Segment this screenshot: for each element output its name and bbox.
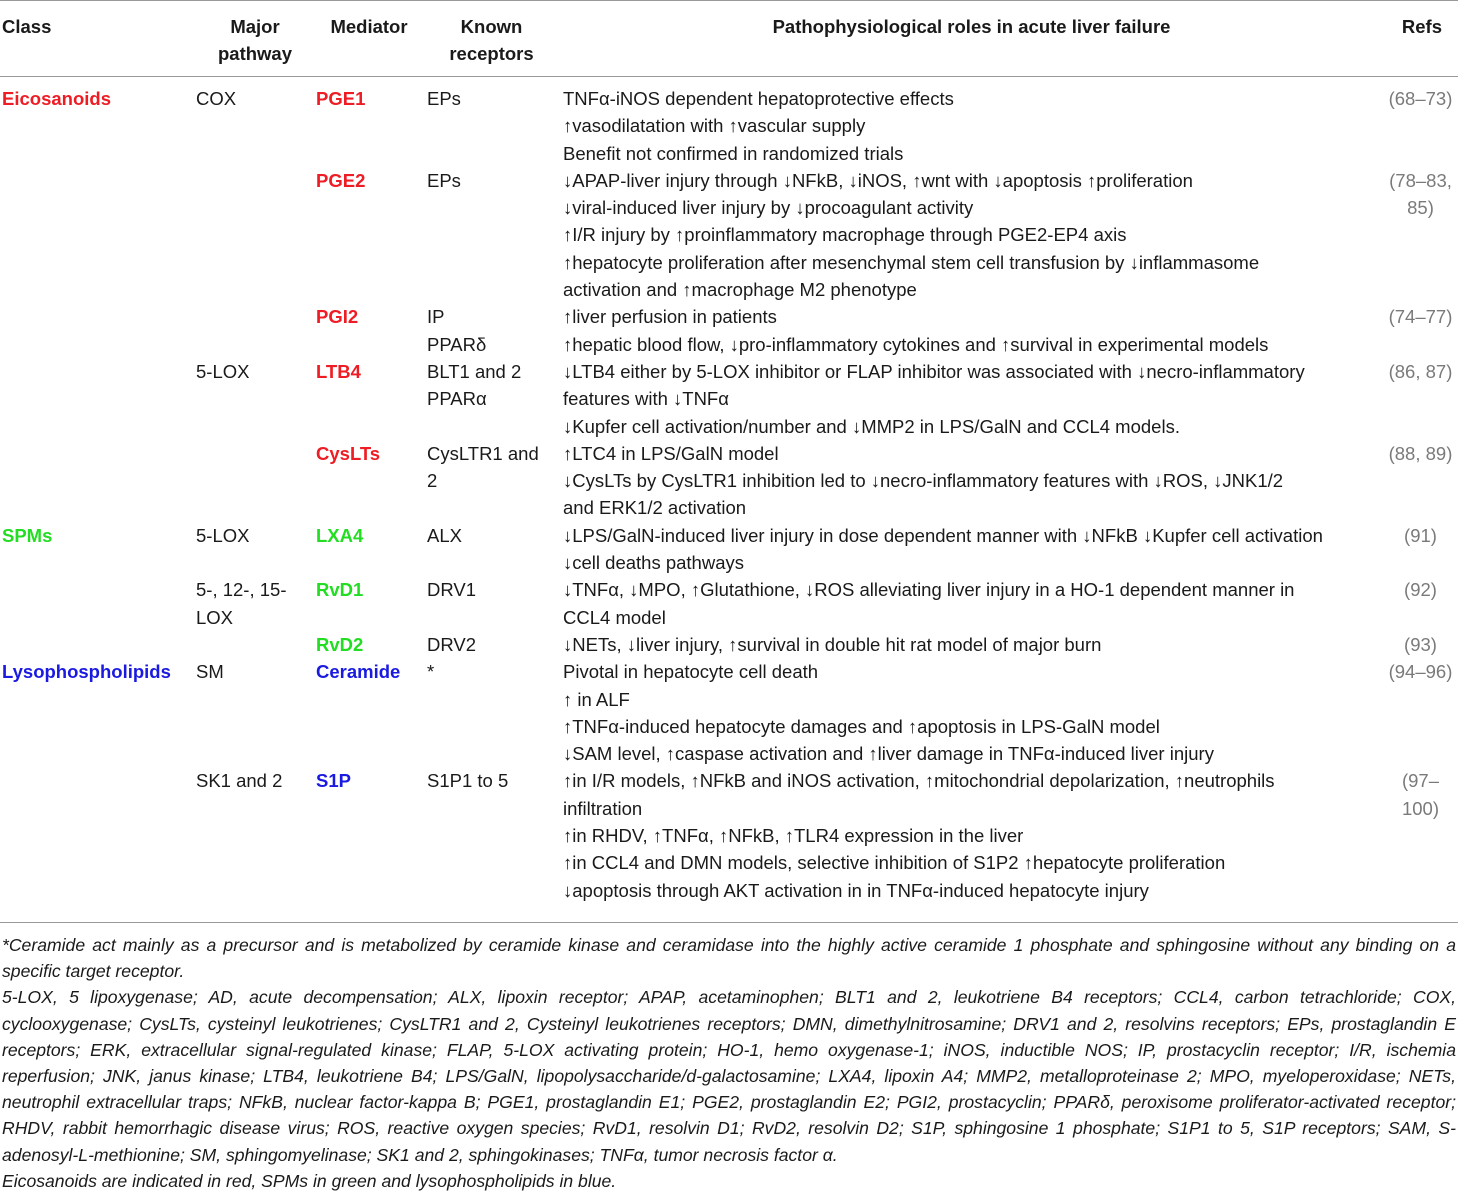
- header-known-receptors: Known receptors: [423, 1, 560, 77]
- cell-roles-line: ↓SAM level, ↑caspase activation and ↑liver damage in TNFα-induced liver injury: [563, 743, 1214, 765]
- cell-pathway: [195, 440, 315, 522]
- cell-roles-line: activation and ↑macrophage M2 phenotype: [563, 279, 917, 301]
- cell-roles: [560, 440, 1383, 522]
- cell-receptors-line: S1P1 to 5: [427, 770, 509, 792]
- table-row: [0, 767, 1458, 911]
- cell-pathway-line: 5-, 12-, 15-: [196, 579, 287, 601]
- cell-pathway: [195, 303, 315, 358]
- cell-refs-line: (68–73): [1388, 88, 1453, 109]
- cell-mediator: Ceramide: [316, 661, 401, 683]
- cell-roles: [560, 303, 1383, 358]
- cell-roles: [560, 658, 1383, 767]
- table-footnotes: [2, 932, 1456, 1194]
- cell-receptors-line: EPs: [427, 169, 461, 191]
- cell-refs-line: (97–: [1401, 770, 1440, 792]
- cell-class: [0, 358, 195, 440]
- cell-class: [0, 631, 195, 658]
- cell-roles: [560, 167, 1383, 303]
- cell-receptors: [423, 440, 560, 522]
- cell-roles: [560, 358, 1383, 440]
- table-row: [0, 576, 1458, 631]
- cell-roles-line: ↓viral-induced liver injury by ↓procoagulant activity: [563, 197, 974, 219]
- cell-mediator: LXA4: [316, 524, 364, 546]
- cell-pathway: [195, 167, 315, 303]
- cell-refs-line: (91): [1404, 524, 1437, 546]
- footnote-color-legend: Eicosanoids are indicated in red, SPMs in green and lysophospholipids in blue.: [2, 1170, 617, 1191]
- cell-pathway: [195, 77, 315, 167]
- cell-roles-line: ↑I/R injury by ↑proinflammatory macrophage through PGE2-EP4 axis: [563, 224, 1127, 246]
- cell-mediator: RvD1: [316, 579, 364, 601]
- table-row: [0, 303, 1458, 358]
- cell-pathway-line: 5-LOX: [196, 360, 250, 382]
- cell-roles-line: ↓LPS/GalN-induced liver injury in dose dependent manner with ↓NFkB ↓Kupfer cell activation: [563, 524, 1323, 546]
- cell-roles-line: ↑in RHDV, ↑TNFα, ↑NFkB, ↑TLR4 expression in the liver: [563, 825, 1024, 847]
- cell-receptors: [423, 576, 560, 631]
- table-row: [0, 167, 1458, 303]
- cell-refs: [1383, 358, 1458, 440]
- cell-roles: [560, 77, 1383, 167]
- cell-mediator: PGE1: [316, 88, 366, 109]
- cell-refs: [1383, 767, 1458, 911]
- cell-roles-line: ↓Kupfer cell activation/number and ↓MMP2 in LPS/GalN and CCL4 models.: [563, 415, 1180, 437]
- cell-roles-line: CCL4 model: [563, 606, 666, 628]
- cell-roles-line: infiltration: [563, 797, 643, 819]
- table-row: [0, 77, 1458, 167]
- cell-refs: [1383, 658, 1458, 767]
- cell-roles-line: ↓NETs, ↓liver injury, ↑survival in double hit rat model of major burn: [563, 633, 1102, 655]
- cell-roles-line: and ERK1/2 activation: [563, 497, 747, 519]
- table-bottom-rule: [0, 922, 1458, 923]
- cell-roles-line: Pivotal in hepatocyte cell death: [563, 661, 819, 683]
- cell-roles-line: ↑TNFα-induced hepatocyte damages and ↑apoptosis in LPS-GalN model: [563, 715, 1160, 737]
- cell-receptors-line: PPARδ: [427, 333, 487, 355]
- header-refs: Refs: [1383, 1, 1458, 77]
- cell-mediator: CysLTs: [316, 442, 381, 464]
- cell-refs-line: 100): [1401, 797, 1440, 819]
- cell-roles-line: ↑vasodilatation with ↑vascular supply: [563, 115, 866, 137]
- cell-receptors-line: PPARα: [427, 388, 487, 410]
- cell-roles-line: Benefit not confirmed in randomized trials: [563, 142, 904, 164]
- cell-receptors: [423, 631, 560, 658]
- cell-mediator: RvD2: [316, 633, 364, 655]
- cell-refs-line: (74–77): [1388, 306, 1453, 328]
- cell-roles-line: ↓LTB4 either by 5-LOX inhibitor or FLAP inhibitor was associated with ↓necro-inflammatory: [563, 360, 1305, 382]
- cell-receptors: [423, 767, 560, 911]
- cell-roles: [560, 522, 1383, 577]
- cell-pathway-line: SK1 and 2: [196, 770, 283, 792]
- cell-mediator: PGE2: [316, 169, 366, 191]
- cell-roles-line: ↓apoptosis through AKT activation in in TNFα-induced hepatocyte injury: [563, 879, 1149, 901]
- cell-receptors: [423, 167, 560, 303]
- cell-pathway-line: 5-LOX: [196, 524, 250, 546]
- cell-receptors-line: *: [427, 661, 435, 683]
- cell-refs-line: (88, 89): [1388, 442, 1453, 464]
- cell-refs: [1383, 631, 1458, 658]
- cell-receptors-line: CysLTR1 and: [427, 442, 539, 464]
- cell-refs: [1383, 576, 1458, 631]
- cell-roles-line: ↑LTC4 in LPS/GalN model: [563, 442, 779, 464]
- cell-roles: [560, 576, 1383, 631]
- cell-receptors-line: BLT1 and 2: [427, 360, 522, 382]
- cell-mediator: PGI2: [316, 306, 359, 328]
- footnote-ceramide: *Ceramide act mainly as a precursor and is metabolized by ceramide kinase and ceramidase into the highly active ceramide 1 phosphate and sphingosine without any binding on a specific target receptor.: [2, 935, 1456, 982]
- cell-refs-line: (78–83,: [1389, 169, 1452, 191]
- cell-class: SPMs: [2, 524, 53, 546]
- cell-mediator: S1P: [316, 770, 351, 792]
- cell-roles-line: ↓TNFα, ↓MPO, ↑Glutathione, ↓ROS alleviating liver injury in a HO-1 dependent manner in: [563, 579, 1295, 601]
- cell-refs: [1383, 522, 1458, 577]
- cell-roles-line: ↑ in ALF: [563, 688, 630, 710]
- cell-class: [0, 303, 195, 358]
- header-roles: Pathophysiological roles in acute liver failure: [560, 1, 1383, 77]
- cell-pathway: [195, 358, 315, 440]
- cell-receptors-line: IP: [427, 306, 445, 328]
- cell-class: [0, 576, 195, 631]
- table-row: [0, 440, 1458, 522]
- cell-refs-line: (93): [1404, 633, 1437, 655]
- cell-receptors-line: DRV2: [427, 633, 477, 655]
- cell-roles-line: ↓CysLTs by CysLTR1 inhibition led to ↓necro-inflammatory features with ↓ROS, ↓JNK1/2: [563, 470, 1284, 492]
- cell-roles-line: ↑hepatic blood flow, ↓pro-inflammatory cytokines and ↑survival in experimental models: [563, 333, 1269, 355]
- header-major-pathway: Major pathway: [195, 1, 315, 77]
- table-header-row: [0, 1, 1458, 77]
- cell-refs: [1383, 440, 1458, 522]
- cell-class: [0, 440, 195, 522]
- cell-refs: [1383, 77, 1458, 167]
- cell-pathway-line: SM: [196, 661, 224, 683]
- cell-roles-line: ↑liver perfusion in patients: [563, 306, 777, 328]
- cell-roles: [560, 631, 1383, 658]
- cell-refs-line: 85): [1407, 197, 1434, 219]
- footnote-abbreviations: 5-LOX, 5 lipoxygenase; AD, acute decompensation; ALX, lipoxin receptor; APAP, acetaminophen; BLT1 and 2, leukotriene B4 receptors; CCL4, carbon tetrachloride; COX, cyclooxygenase; CysLTs, cysteinyl leukotrienes; CysLTR1 and 2, Cysteinyl leukotrienes receptors; DMN, dimethylnitrosamine; DRV1 and 2, resolvins receptors; EPs, prostaglandin E receptors; ERK, extracellular signal-regulated kinase; FLAP, 5-LOX activating protein; HO-1, hemo oxygenase-1; iNOS, inductible NOS; IP, prostacyclin receptor; I/R, ischemia reperfusion; JNK, janus kinase; LTB4, leukotriene B4; LPS/GalN, lipopolysaccharide/d-galactosamine; LXA4, lipoxin A4; MMP2, metalloproteinase 2; MPO, myeloperoxidase; NETs, neutrophil extracellular traps; NFkB, nuclear factor-kappa B; PGE1, prostaglandin E1; PGE2, prostaglandin E2; PGI2, prostacyclin; PPARδ, peroxisome proliferator-activated receptor; RHDV, rabbit hemorrhagic disease virus; ROS, reactive oxygen species; RvD1, resolvin D1; RvD2, resolvin D2; S1P, sphingosine 1 phosphate; S1P1 to 5, S1P receptors; SAM, S-adenosyl-L-methionine; SM, sphingomyelinase; SK1 and 2, sphingokinases; TNFα, tumor necrosis factor α.: [2, 987, 1456, 1165]
- cell-roles-line: ↑in I/R models, ↑NFkB and iNOS activation, ↑mitochondrial depolarization, ↑neutrophils: [563, 770, 1275, 792]
- cell-class: [0, 767, 195, 911]
- cell-refs-line: (86, 87): [1388, 360, 1453, 382]
- table-row: [0, 358, 1458, 440]
- cell-pathway: [195, 576, 315, 631]
- cell-receptors: [423, 77, 560, 167]
- cell-class: Eicosanoids: [2, 88, 111, 109]
- cell-refs: [1383, 303, 1458, 358]
- cell-pathway: [195, 522, 315, 577]
- cell-receptors: [423, 303, 560, 358]
- cell-pathway-line: COX: [196, 88, 237, 109]
- cell-receptors-line: 2: [427, 470, 438, 492]
- cell-receptors-line: ALX: [427, 524, 462, 546]
- table-row: [0, 658, 1458, 767]
- cell-roles-line: ↓cell deaths pathways: [563, 552, 744, 574]
- cell-refs-line: (94–96): [1388, 661, 1453, 683]
- cell-roles-line: TNFα-iNOS dependent hepatoprotective effects: [563, 88, 954, 109]
- cell-pathway: [195, 658, 315, 767]
- header-mediator: Mediator: [315, 1, 423, 77]
- table-row: [0, 522, 1458, 577]
- table-row: [0, 631, 1458, 658]
- cell-mediator: LTB4: [316, 360, 361, 382]
- header-class: Class: [0, 1, 195, 77]
- cell-class: [0, 167, 195, 303]
- cell-pathway: [195, 767, 315, 911]
- cell-receptors-line: DRV1: [427, 579, 477, 601]
- cell-class: Lysophospholipids: [2, 661, 171, 683]
- cell-receptors: [423, 358, 560, 440]
- table-body: [0, 77, 1458, 912]
- cell-refs-line: (92): [1404, 579, 1437, 601]
- cell-roles-line: features with ↓TNFα: [563, 388, 729, 410]
- cell-roles: [560, 767, 1383, 911]
- cell-roles-line: ↑hepatocyte proliferation after mesenchymal stem cell transfusion by ↓inflammasome: [563, 251, 1260, 273]
- cell-receptors-line: EPs: [427, 88, 461, 109]
- cell-pathway-line: LOX: [196, 606, 234, 628]
- cell-roles-line: ↓APAP-liver injury through ↓NFkB, ↓iNOS, ↑wnt with ↓apoptosis ↑proliferation: [563, 169, 1193, 191]
- cell-receptors: [423, 522, 560, 577]
- cell-pathway: [195, 631, 315, 658]
- cell-receptors: [423, 658, 560, 767]
- cell-roles-line: ↑in CCL4 and DMN models, selective inhibition of S1P2 ↑hepatocyte proliferation: [563, 852, 1226, 874]
- cell-refs: [1383, 167, 1458, 303]
